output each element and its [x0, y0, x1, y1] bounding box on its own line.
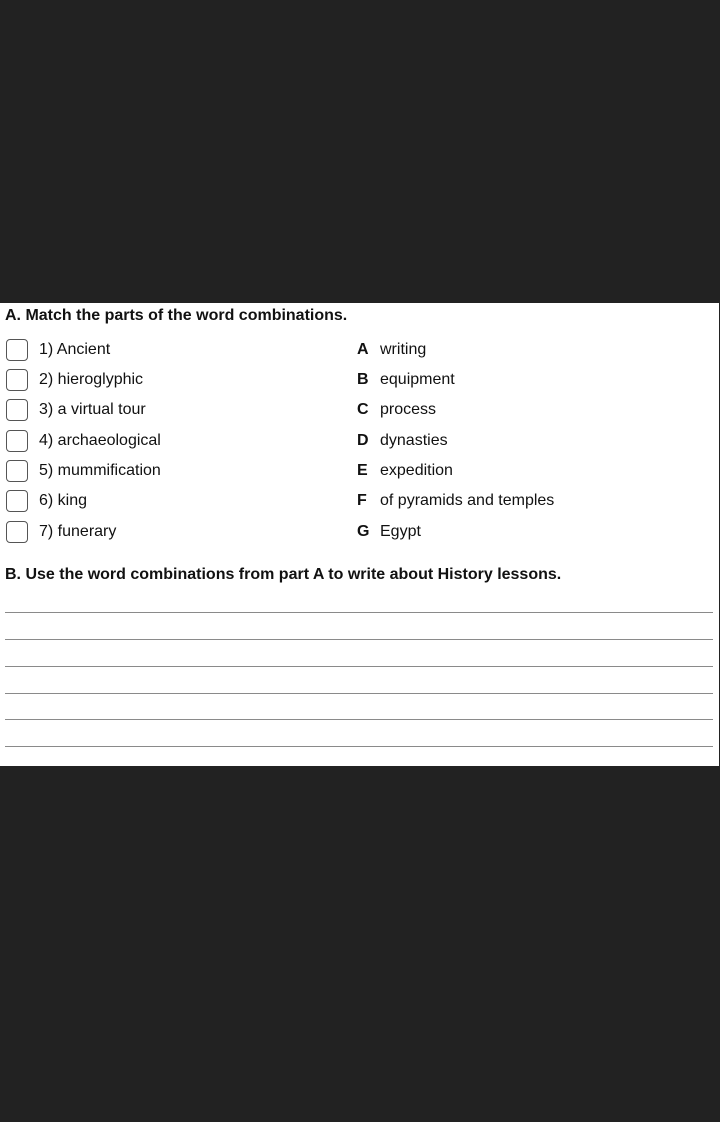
part-b-heading: B. Use the word combinations from part A to write about History lessons. — [5, 566, 562, 583]
match-row — [0, 399, 719, 429]
writing-line[interactable] — [5, 746, 713, 747]
writing-line[interactable] — [5, 719, 713, 720]
right-item: equipment — [380, 371, 455, 388]
right-item: writing — [380, 341, 427, 358]
match-row — [0, 339, 719, 369]
worksheet — [0, 303, 719, 766]
option-letter: B — [357, 371, 369, 388]
answer-box[interactable] — [6, 399, 28, 421]
answer-box[interactable] — [6, 521, 28, 543]
left-item: 7) funerary — [39, 523, 117, 540]
top-dark-area — [0, 0, 720, 303]
left-item: 6) king — [39, 492, 88, 509]
option-letter: E — [357, 462, 368, 479]
match-row — [0, 490, 719, 520]
answer-box[interactable] — [6, 490, 28, 512]
answer-box[interactable] — [6, 460, 28, 482]
left-item: 2) hieroglyphic — [39, 371, 144, 388]
option-letter: D — [357, 432, 369, 449]
answer-box[interactable] — [6, 369, 28, 391]
option-letter: A — [357, 341, 369, 358]
right-item: Egypt — [380, 523, 421, 540]
part-a-heading: A. Match the parts of the word combinations. — [5, 307, 348, 324]
left-item: 1) Ancient — [39, 341, 111, 358]
right-item: expedition — [380, 462, 453, 479]
left-item: 3) a virtual tour — [39, 401, 146, 418]
match-row — [0, 430, 719, 460]
right-item: dynasties — [380, 432, 448, 449]
left-item: 5) mummification — [39, 462, 161, 479]
match-row — [0, 369, 719, 399]
right-item: process — [380, 401, 437, 418]
option-letter: G — [357, 523, 370, 540]
writing-line[interactable] — [5, 693, 713, 694]
writing-line[interactable] — [5, 639, 713, 640]
option-letter: C — [357, 401, 369, 418]
match-row — [0, 460, 719, 490]
option-letter: F — [357, 492, 367, 509]
left-item: 4) archaeological — [39, 432, 161, 449]
answer-box[interactable] — [6, 339, 28, 361]
right-item: of pyramids and temples — [380, 492, 555, 509]
match-row — [0, 521, 719, 551]
bottom-dark-area — [0, 766, 720, 1122]
writing-line[interactable] — [5, 666, 713, 667]
writing-line[interactable] — [5, 612, 713, 613]
answer-box[interactable] — [6, 430, 28, 452]
